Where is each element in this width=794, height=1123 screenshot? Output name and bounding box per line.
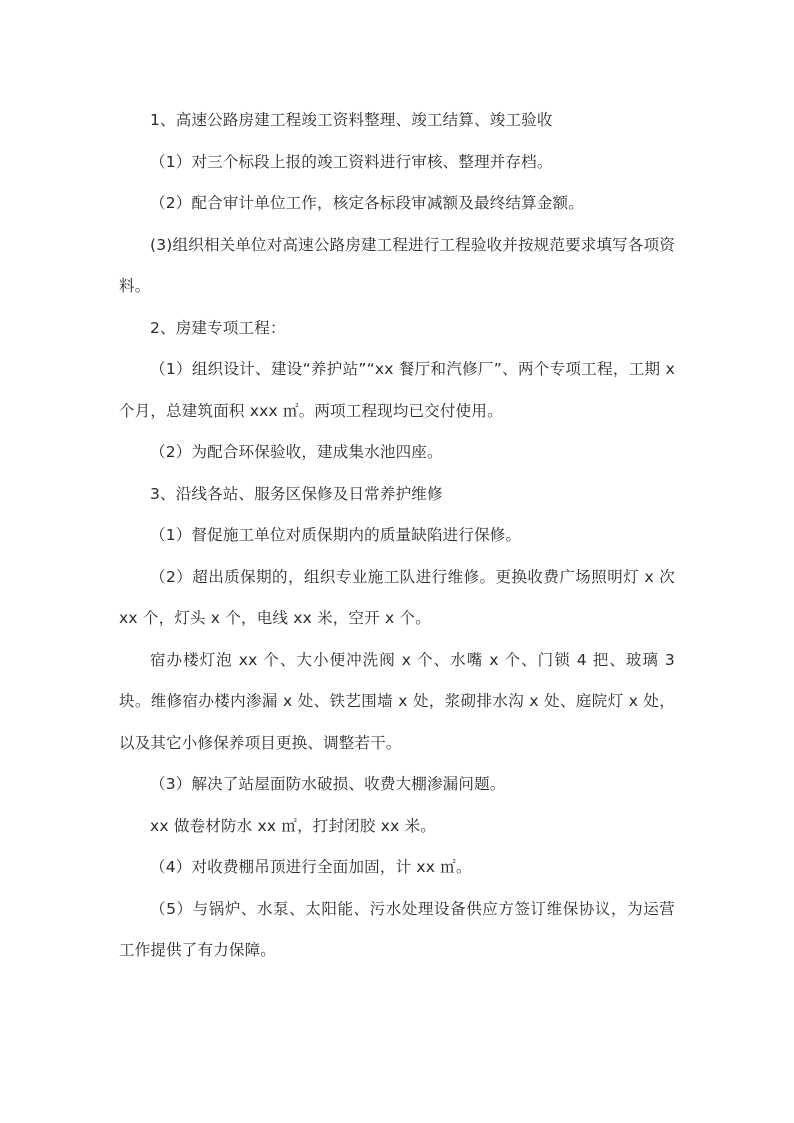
- paragraph: （2）为配合环保验收，建成集水池四座。: [150, 443, 443, 461]
- paragraph: 宿办楼灯泡 xx 个、大小便冲洗阀 x 个、水嘴 x 个、门锁 4 把、玻璃 3 块。维修宿办楼内渗漏 x 处、铁艺围墙 x 处，浆砌排水沟 x 处、庭院灯 x 处，以及其它小修保养项目更换、调整若干。: [119, 650, 675, 752]
- paragraph: （1）组织设计、建设“养护站”“xx 餐厅和汽修厂”、两个专项工程，工期 x 个月，总建筑面积 xxx ㎡。两项工程现均已交付使用。: [119, 360, 675, 420]
- section-heading-2: 2、房建专项工程：: [150, 318, 286, 337]
- paragraph: （3）解决了站屋面防水破损、收费大棚渗漏问题。: [150, 775, 506, 793]
- section-heading-3: 3、沿线各站、服务区保修及日常养护维修: [150, 484, 443, 503]
- paragraph: （1）对三个标段上报的竣工资料进行审核、整理并存档。: [150, 152, 553, 171]
- paragraph: （2）超出质保期的，组织专业施工队进行维修。更换收费广场照明灯 x 次 xx 个，灯头 x 个，电线 xx 米，空开 x 个。: [119, 567, 675, 627]
- paragraph: （5）与锅炉、水泵、太阳能、污水处理设备供应方签订维保协议，为运营工作提供了有力保障。: [119, 899, 675, 959]
- paragraph: xx 做卷材防水 xx ㎡，打封闭胶 xx 米。: [150, 816, 436, 835]
- paragraph: （2）配合审计单位工作，核定各标段审减额及最终结算金额。: [150, 194, 584, 212]
- paragraph: （4）对收费棚吊顶进行全面加固，计 xx ㎡。: [150, 858, 472, 876]
- document-body: [119, 100, 675, 972]
- paragraph: (3)组织相关单位对高速公路房建工程进行工程验收并按规范要求填写各项资料。: [119, 235, 675, 295]
- section-heading-1: 1、高速公路房建工程竣工资料整理、竣工结算、竣工验收: [150, 111, 553, 129]
- paragraph: （1）督促施工单位对质保期内的质量缺陷进行保修。: [150, 526, 522, 544]
